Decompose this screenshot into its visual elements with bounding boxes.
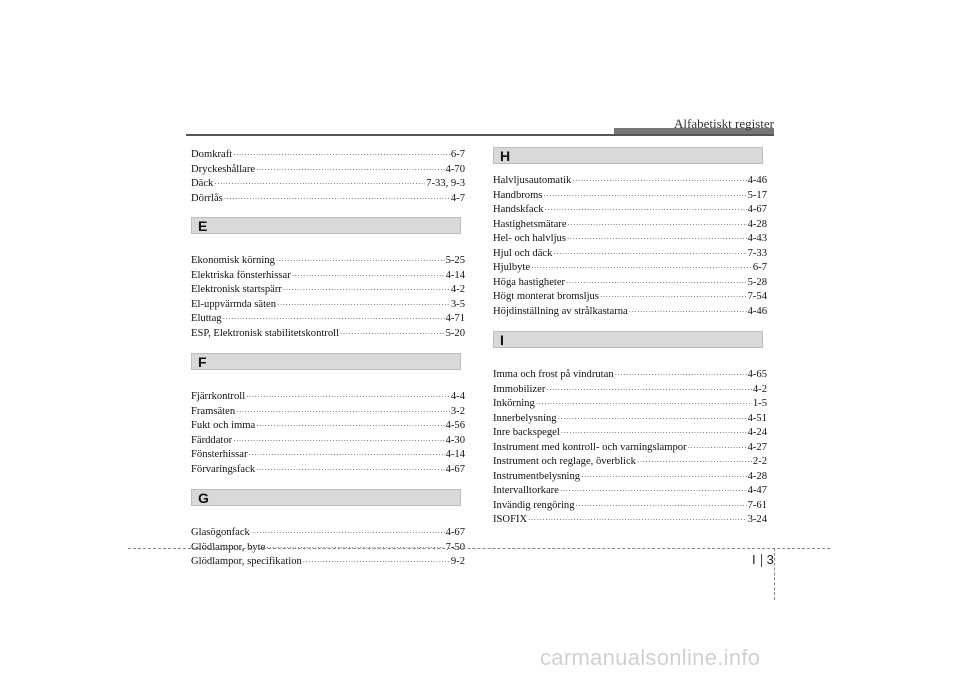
index-entry (493, 276, 767, 291)
dot-leader (223, 312, 445, 327)
index-page-ref: 4-51 (747, 412, 767, 424)
index-entry (191, 327, 465, 342)
index-entry (191, 269, 465, 284)
dot-leader (276, 254, 445, 269)
index-entry (493, 484, 767, 499)
index-term: Instrumentbelysning (493, 470, 581, 482)
dot-leader (277, 298, 450, 313)
index-page-ref: 3-24 (747, 514, 767, 525)
index-term: Fönsterhissar (191, 449, 248, 460)
dot-leader (543, 189, 746, 204)
index-term: Färddator (191, 434, 233, 446)
index-page-ref: 4-43 (747, 233, 767, 244)
dot-leader (688, 441, 747, 456)
footer-separator (761, 554, 762, 567)
section-header-g (191, 489, 461, 506)
index-entry (493, 368, 767, 383)
index-entry (191, 463, 465, 478)
index-page-ref: 9-2 (450, 556, 465, 567)
section-letter: H (500, 147, 511, 164)
index-page-ref: 4-56 (445, 420, 465, 431)
index-page-ref: 5-28 (747, 276, 767, 288)
dot-leader (246, 390, 450, 405)
index-page-ref: 4-67 (445, 527, 465, 538)
index-term: Hjulbyte (493, 262, 531, 273)
footer-rule (128, 548, 830, 549)
index-entry (493, 189, 767, 204)
dot-leader (292, 269, 445, 284)
index-term: Förvaringsfack (191, 463, 256, 475)
index-term: Glödlampor, byte (191, 541, 266, 553)
index-entry (493, 232, 767, 247)
section-header-f (191, 353, 461, 370)
dot-leader (256, 163, 444, 178)
dot-leader (531, 261, 752, 276)
index-entry (191, 192, 465, 207)
page-title: Alfabetiskt register (674, 116, 774, 131)
index-entry (191, 448, 465, 463)
index-entry (493, 203, 767, 218)
dot-leader (536, 397, 752, 412)
index-term: Eluttag (191, 313, 222, 324)
index-term: Imma och frost på vindrutan (493, 369, 614, 380)
index-entry (191, 283, 465, 298)
index-term: Dryckeshållare (191, 163, 256, 175)
index-page-ref: 7-61 (747, 499, 767, 511)
dot-leader (214, 177, 425, 192)
dot-leader (283, 283, 450, 298)
index-page-ref: 7-33 (747, 247, 767, 259)
index-entry (191, 254, 465, 269)
index-entry (191, 163, 465, 178)
dot-leader (576, 499, 747, 514)
index-page-ref: 6-7 (752, 262, 767, 273)
index-entry (191, 298, 465, 313)
right-column (493, 174, 767, 528)
watermark: carmanualsonline.info (540, 645, 761, 670)
dot-leader (568, 218, 747, 233)
index-entry (191, 434, 465, 449)
index-term: Hjul och däck (493, 247, 553, 259)
index-page-ref: 5-20 (445, 327, 465, 339)
index-page-ref: 6-7 (450, 149, 465, 160)
index-entry (493, 426, 767, 441)
index-page-ref: 4-2 (450, 284, 465, 295)
index-entry (191, 177, 465, 192)
index-page-ref: 4-30 (445, 434, 465, 446)
dot-leader (340, 327, 445, 342)
dot-leader (567, 232, 747, 247)
index-term: El-uppvärmda säten (191, 298, 277, 310)
footer-page: 3 (766, 552, 774, 567)
index-page-ref: 3-5 (450, 298, 465, 310)
index-page-ref: 4-47 (747, 485, 767, 496)
index-term: Hel- och halvljus (493, 233, 566, 244)
section-header-h (493, 147, 763, 164)
index-entry (191, 555, 465, 570)
index-term: Höjdinställning av strålkastarna (493, 305, 628, 317)
footer-divider (774, 548, 775, 600)
index-page-ref: 4-65 (747, 369, 767, 380)
dot-leader (249, 448, 445, 463)
index-entry (493, 218, 767, 233)
index-page-ref: 4-4 (450, 391, 465, 402)
index-term: Handbroms (493, 189, 543, 201)
index-page-ref: 5-17 (747, 189, 767, 201)
index-page-ref: 4-2 (752, 383, 767, 395)
index-page-ref: 4-14 (445, 449, 465, 460)
index-term: Immobilizer (493, 383, 546, 395)
dot-leader (600, 290, 747, 305)
index-term: Innerbelysning (493, 412, 557, 424)
index-page-ref: 5-25 (445, 255, 465, 266)
dot-leader (637, 455, 752, 470)
index-page-ref: 4-27 (747, 441, 767, 453)
index-term: Instrument med kontroll- och varningslampor (493, 441, 687, 453)
dot-leader (546, 383, 752, 398)
index-page-ref: 2-2 (752, 456, 767, 467)
index-entry (191, 526, 465, 541)
index-entry (493, 397, 767, 412)
index-page-ref: 4-67 (445, 463, 465, 475)
dot-leader (256, 419, 444, 434)
dot-leader (560, 484, 747, 499)
index-term: Elektriska fönsterhissar (191, 269, 291, 281)
index-entry (493, 261, 767, 276)
index-page-ref: 1-5 (752, 398, 767, 409)
index-entry (493, 305, 767, 320)
index-term: Inkörning (493, 398, 535, 409)
index-term: Fjärrkontroll (191, 391, 246, 402)
dot-leader (581, 470, 746, 485)
index-page-ref: 4-14 (445, 269, 465, 281)
index-term: Högt monterat bromsljus (493, 291, 599, 302)
section-letter: F (198, 353, 207, 370)
index-term: Domkraft (191, 149, 233, 160)
section-letter: G (198, 489, 209, 506)
index-entry (493, 247, 767, 262)
index-entry (493, 412, 767, 427)
section-header-i (493, 331, 763, 348)
index-term: Instrument och reglage, överblick (493, 456, 636, 467)
page-number (752, 552, 774, 567)
index-page-ref: 4-7 (450, 192, 465, 204)
index-entry (191, 390, 465, 405)
dot-leader (566, 276, 747, 291)
index-term: Hastighetsmätare (493, 218, 567, 230)
dot-leader (629, 305, 747, 320)
dot-leader (233, 434, 444, 449)
header-rule (186, 134, 774, 136)
index-entry (191, 148, 465, 163)
index-entry (493, 470, 767, 485)
index-entry (493, 513, 767, 528)
dot-leader (615, 368, 747, 383)
index-entry (493, 174, 767, 189)
index-term: Handskfack (493, 204, 544, 215)
index-term: Fukt och imma (191, 420, 256, 431)
dot-leader (553, 247, 746, 262)
index-entry (493, 441, 767, 456)
index-term: Invändig rengöring (493, 499, 575, 511)
index-term: ESP, Elektronisk stabilitetskontroll (191, 327, 340, 339)
index-term: Däck (191, 178, 214, 189)
index-page-ref: 4-71 (445, 313, 465, 324)
dot-leader (251, 526, 445, 541)
index-page-ref: 7-54 (747, 291, 767, 302)
index-entry (493, 290, 767, 305)
index-term: Glasögonfack (191, 527, 250, 538)
index-term: ISOFIX (493, 514, 528, 525)
section-header-e (191, 217, 461, 234)
dot-leader (528, 513, 746, 528)
index-term: Ekonomisk körning (191, 255, 275, 266)
dot-leader (224, 192, 450, 207)
index-page-ref: 7-50 (445, 541, 465, 553)
index-page-ref: 4-24 (747, 427, 767, 438)
dot-leader (561, 426, 747, 441)
footer-section-letter: I (752, 552, 756, 567)
index-page-ref: 7-33, 9-3 (426, 178, 465, 189)
index-entry (493, 383, 767, 398)
dot-leader (572, 174, 746, 189)
index-entry (191, 419, 465, 434)
index-term: Halvljusautomatik (493, 175, 572, 186)
left-column (191, 148, 465, 570)
index-term: Framsäten (191, 405, 236, 417)
dot-leader (233, 148, 450, 163)
index-entry (191, 405, 465, 420)
dot-leader (236, 405, 450, 420)
index-page-ref: 4-28 (747, 218, 767, 230)
index-page-ref: 4-28 (747, 470, 767, 482)
index-term: Dörrlås (191, 192, 223, 204)
index-page-ref: 4-70 (445, 163, 465, 175)
index-entry (493, 499, 767, 514)
index-entry (191, 312, 465, 327)
index-entry (493, 455, 767, 470)
index-term: Inre backspegel (493, 427, 560, 438)
dot-leader (303, 555, 450, 570)
dot-leader (545, 203, 747, 218)
index-term: Intervalltorkare (493, 485, 559, 496)
index-term: Höga hastigheter (493, 276, 566, 288)
index-term: Glödlampor, specifikation (191, 556, 302, 567)
section-letter: E (198, 217, 208, 234)
index-term: Elektronisk startspärr (191, 284, 282, 295)
dot-leader (558, 412, 747, 427)
index-page-ref: 4-46 (747, 305, 767, 317)
index-page-ref: 3-2 (450, 405, 465, 417)
index-page-ref: 4-46 (747, 175, 767, 186)
dot-leader (256, 463, 444, 478)
index-page-ref: 4-67 (747, 204, 767, 215)
section-letter: I (500, 331, 504, 348)
